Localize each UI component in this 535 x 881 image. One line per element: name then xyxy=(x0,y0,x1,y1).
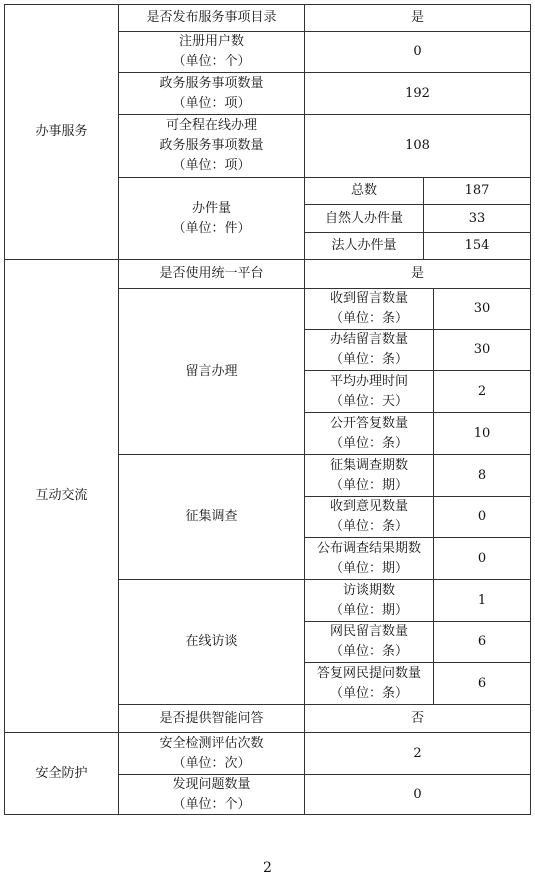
interview-answers-unit: （单位：条） xyxy=(329,685,408,701)
issues-value xyxy=(304,774,531,815)
survey-group xyxy=(118,454,305,580)
online-value xyxy=(304,114,531,178)
qa-value-text: 否 xyxy=(410,710,424,726)
survey-results-label xyxy=(304,537,434,580)
interview-answers-value-text: 6 xyxy=(477,675,487,691)
checks-value-text: 2 xyxy=(413,745,422,761)
messages-handled-label xyxy=(304,329,434,371)
checks-value xyxy=(304,732,531,775)
messages-handled-unit: （单位：条） xyxy=(329,352,408,367)
interview-netizen-unit: （单位：条） xyxy=(329,644,408,659)
survey-results-value xyxy=(433,537,531,580)
messages-avgtime-label xyxy=(304,370,434,413)
messages-avgtime-unit: （单位：天） xyxy=(329,393,408,409)
checks-unit-text: （单位：次） xyxy=(172,755,251,771)
volume-label xyxy=(118,177,305,260)
platform-label xyxy=(118,259,305,289)
messages-public-label-text: 公开答复数量 xyxy=(329,415,408,431)
messages-avgtime-value-text: 2 xyxy=(477,383,487,399)
volume-natural-label-text: 自然人办件量 xyxy=(324,210,403,226)
messages-group xyxy=(118,288,305,455)
qa-label xyxy=(118,704,305,733)
messages-received-label-text: 收到留言数量 xyxy=(329,291,408,306)
users-unit-text: （单位：个） xyxy=(172,54,251,69)
messages-group-label: 留言办理 xyxy=(185,363,238,379)
qa-label-text: 是否提供智能问答 xyxy=(159,710,264,726)
interview-periods-unit: （单位：期） xyxy=(329,602,408,618)
survey-periods-value xyxy=(433,454,531,497)
issues-value-text: 0 xyxy=(413,786,422,802)
issues-label xyxy=(118,774,305,815)
items-value-text: 192 xyxy=(405,85,430,101)
messages-avgtime-value xyxy=(433,370,531,413)
interview-periods-label xyxy=(304,579,434,622)
checks-label xyxy=(118,732,305,775)
survey-opinions-value xyxy=(433,496,531,538)
online-label-line2: 政务服务事项数量 xyxy=(159,138,264,153)
volume-unit-text: （单位：件） xyxy=(172,220,251,236)
messages-avgtime-label-text: 平均办理时间 xyxy=(329,373,408,389)
survey-opinions-unit: （单位：条） xyxy=(329,519,408,534)
volume-total-value xyxy=(423,177,531,205)
volume-total-label xyxy=(304,177,424,205)
platform-value xyxy=(304,259,531,289)
volume-total-value-text: 187 xyxy=(464,183,490,198)
messages-public-value xyxy=(433,412,531,455)
issues-label-text: 发现问题数量 xyxy=(172,776,251,792)
catalog-value xyxy=(304,4,531,32)
volume-legal-label-text: 法人办件量 xyxy=(331,238,397,253)
items-label xyxy=(118,72,305,115)
users-label xyxy=(118,31,305,73)
survey-opinions-value-text: 0 xyxy=(477,509,487,524)
volume-natural-value xyxy=(423,204,531,233)
interview-netizen-value-text: 6 xyxy=(477,634,487,649)
interview-answers-label xyxy=(304,662,434,705)
qa-value xyxy=(304,704,531,733)
volume-natural-value-text: 33 xyxy=(468,210,486,226)
interview-answers-value xyxy=(433,662,531,705)
messages-public-value-text: 10 xyxy=(473,425,491,441)
interview-group xyxy=(118,579,305,705)
issues-unit-text: （单位：个） xyxy=(172,796,251,812)
volume-natural-label xyxy=(304,204,424,233)
items-unit-text: （单位：项） xyxy=(172,95,251,111)
survey-opinions-label xyxy=(304,496,434,538)
survey-periods-label xyxy=(304,454,434,497)
survey-periods-unit: （单位：期） xyxy=(329,477,408,493)
volume-total-label-text: 总数 xyxy=(350,183,377,198)
users-value-text: 0 xyxy=(413,44,422,59)
survey-results-value-text: 0 xyxy=(477,550,487,566)
checks-label-text: 安全检测评估次数 xyxy=(159,735,264,751)
interview-periods-label-text: 访谈期数 xyxy=(342,582,395,598)
section-interaction-label: 互动交流 xyxy=(35,488,88,503)
catalog-label-text: 是否发布服务事项目录 xyxy=(146,10,277,25)
platform-value-text: 是 xyxy=(410,266,424,281)
interview-group-label: 在线访谈 xyxy=(185,634,238,649)
interview-netizen-label-text: 网民留言数量 xyxy=(329,624,408,639)
section-security xyxy=(4,732,119,815)
survey-periods-value-text: 8 xyxy=(477,467,487,483)
messages-public-label xyxy=(304,412,434,455)
interview-netizen-label xyxy=(304,621,434,663)
platform-label-text: 是否使用统一平台 xyxy=(159,266,264,281)
messages-handled-label-text: 办结留言数量 xyxy=(329,332,408,347)
interview-answers-label-text: 答复网民提问数量 xyxy=(316,665,421,681)
messages-handled-value-text: 30 xyxy=(473,342,491,357)
interview-periods-value-text: 1 xyxy=(477,592,487,608)
messages-received-unit: （单位：条） xyxy=(329,311,408,326)
interview-periods-value xyxy=(433,579,531,622)
messages-handled-value xyxy=(433,329,531,371)
users-label-text: 注册用户数 xyxy=(178,34,244,49)
messages-received-value-text: 30 xyxy=(473,301,491,316)
section-security-label: 安全防护 xyxy=(35,765,88,781)
items-value xyxy=(304,72,531,115)
survey-periods-label-text: 征集调查期数 xyxy=(329,457,408,473)
items-label-text: 政务服务事项数量 xyxy=(159,75,264,91)
volume-label-text: 办件量 xyxy=(191,200,231,216)
section-interaction xyxy=(4,259,119,733)
online-label-line1: 可全程在线办理 xyxy=(165,118,257,133)
catalog-value-text: 是 xyxy=(410,10,424,25)
section-service-label: 办事服务 xyxy=(35,124,88,139)
users-value xyxy=(304,31,531,73)
survey-group-label: 征集调查 xyxy=(185,509,238,524)
page-number: 2 xyxy=(263,860,272,876)
interview-netizen-value xyxy=(433,621,531,663)
online-label xyxy=(118,114,305,178)
messages-received-value xyxy=(433,288,531,330)
online-unit-text: （单位：项） xyxy=(172,158,251,173)
survey-results-label-text: 公布调查结果期数 xyxy=(316,540,421,556)
volume-legal-value-text: 154 xyxy=(464,238,490,253)
messages-public-unit: （单位：条） xyxy=(329,435,408,451)
catalog-label xyxy=(118,4,305,32)
survey-results-unit: （单位：期） xyxy=(329,560,408,576)
survey-opinions-label-text: 收到意见数量 xyxy=(329,499,408,514)
online-value-text: 108 xyxy=(405,138,430,153)
section-service xyxy=(4,4,119,260)
volume-legal-value xyxy=(423,232,531,260)
volume-legal-label xyxy=(304,232,424,260)
messages-received-label xyxy=(304,288,434,330)
